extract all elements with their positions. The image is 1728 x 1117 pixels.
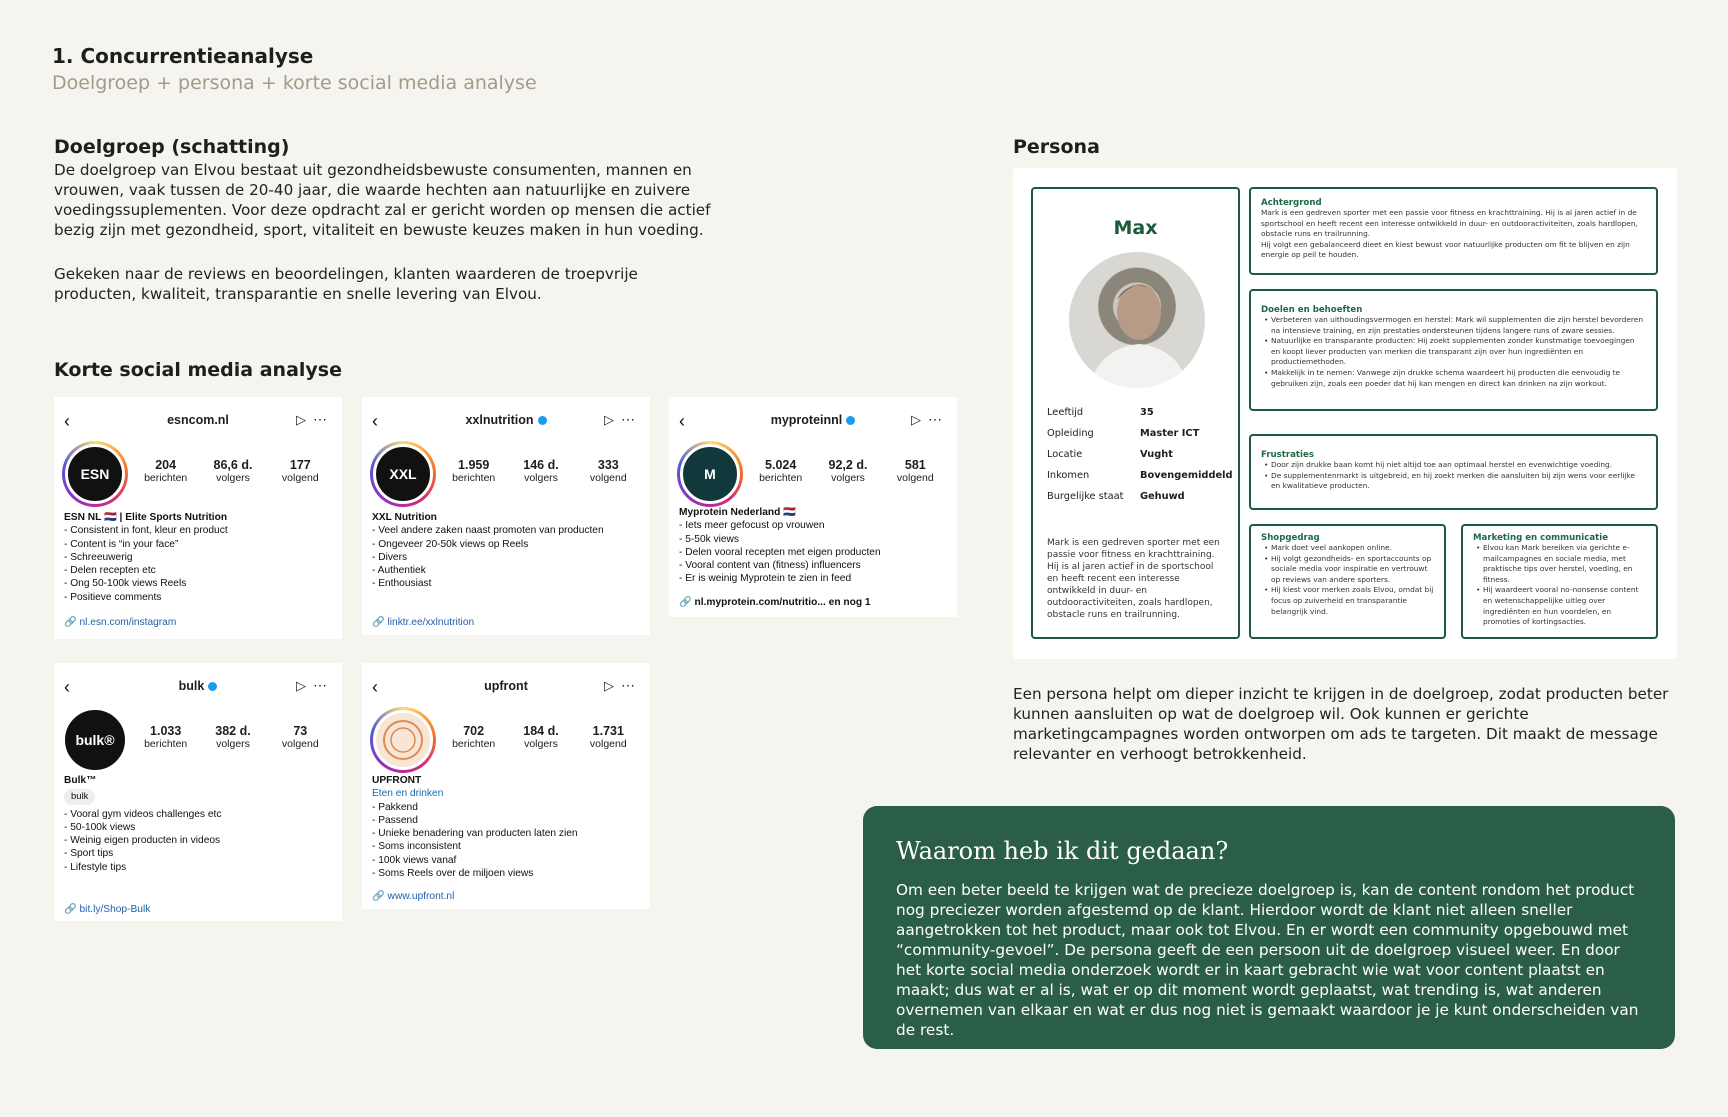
followers-count[interactable] bbox=[814, 459, 881, 485]
brand-logo: XXL bbox=[373, 444, 433, 504]
fact-value: 35 bbox=[1140, 407, 1154, 418]
page-subtitle: Doelgroep + persona + korte social media analyse bbox=[52, 72, 537, 94]
frustraties-box bbox=[1249, 434, 1658, 510]
username-text: myproteinnl bbox=[770, 413, 843, 427]
bio-line: - Vooral gym videos challenges etc bbox=[64, 808, 222, 820]
profile-bio bbox=[64, 511, 334, 604]
fact-label: Burgelijke staat bbox=[1047, 491, 1124, 502]
following-label: volgend bbox=[589, 472, 627, 484]
bio-line: - Iets meer gefocust op vrouwen bbox=[679, 520, 825, 532]
bio-line: - Divers bbox=[372, 551, 408, 563]
bio-line: - Ong 50-100k views Reels bbox=[64, 578, 187, 590]
waarom-box bbox=[863, 806, 1675, 1049]
shopgedrag-item: • Mark doet veel aankopen online. bbox=[1261, 543, 1434, 554]
posts-label: berichten bbox=[759, 472, 803, 484]
persona-name: Max bbox=[1113, 217, 1158, 239]
profile-avatar[interactable] bbox=[62, 441, 128, 507]
followers-value: 146 d. bbox=[523, 458, 559, 472]
fact-label: Locatie bbox=[1047, 449, 1083, 460]
more-options-icon[interactable]: ⋯ bbox=[313, 677, 328, 693]
followers-label: volgers bbox=[524, 738, 558, 750]
profile-name: Myprotein Nederland 🇳🇱 bbox=[679, 507, 796, 518]
profile-name: Bulk™ bbox=[64, 775, 97, 786]
following-label: volgend bbox=[281, 738, 319, 750]
bio-line: - Lifestyle tips bbox=[64, 861, 127, 873]
followers-count[interactable] bbox=[199, 725, 266, 751]
bio-line: - Soms Reels over de miljoen views bbox=[372, 868, 534, 880]
fact-label: Inkomen bbox=[1047, 470, 1090, 481]
doelgroep-paragraph-1: De doelgroep van Elvou bestaat uit gezondheidsbewuste consumenten, mannen en vrouwen, vaak tussen de 20-40 jaar, die waarde hechten aan natuurlijke en zuivere voedingssuplementen. Voor deze opdracht zal er gericht worden op mensen die actief bezig zijn met gezondheid, sport, vitaliteit en bewuste keuzes maken in hun voeding. bbox=[54, 161, 711, 239]
back-arrow-icon[interactable]: ‹ bbox=[64, 411, 70, 431]
posts-label: berichten bbox=[452, 472, 496, 484]
posts-count[interactable] bbox=[747, 459, 814, 485]
followers-label: volgers bbox=[216, 472, 250, 484]
persona-fact-row bbox=[1047, 491, 1185, 502]
doelen-title: Doelen en behoeften bbox=[1261, 305, 1363, 315]
doelen-box bbox=[1249, 289, 1658, 411]
back-arrow-icon[interactable]: ‹ bbox=[372, 411, 378, 431]
posts-value: 1.033 bbox=[150, 724, 182, 738]
username-text: xxlnutrition bbox=[465, 413, 534, 427]
profile-bio bbox=[679, 506, 949, 586]
instagram-profile-card bbox=[362, 397, 650, 635]
bio-line: - Delen recepten etc bbox=[64, 565, 156, 577]
persona-card bbox=[1013, 168, 1677, 659]
posts-count[interactable] bbox=[440, 725, 507, 751]
profile-bio bbox=[372, 511, 642, 591]
bio-line: - 50-100k views bbox=[64, 821, 136, 833]
waarom-text: Om een beter beeld te krijgen wat de precieze doelgroep is, kan de content rondom het product nog preciezer worden afgestemd op de klant. Hierdoor wordt de klant niet alleen sneller aangetrokken tot het product, maar ook tot Elvou. En er wordt een community opgebouwd met “community-gevoel”. De persona geeft de een persoon uit de doelgroep visueel weer. En door het korte social media onderzoek wordt er in kaart gebracht wie wat voor content plaatst en maakt; dus wat er al is, wat er op dit moment wordt geplaatst, wat trending is, wat anderen overnemen van elkaar en wat er dus nog niet is gemaakt waardoor je je kunt onderscheiden van de rest. bbox=[896, 881, 1639, 1039]
bio-line: - Soms inconsistent bbox=[372, 841, 461, 853]
person-icon bbox=[1069, 252, 1205, 388]
shopgedrag-item: • Hij volgt gezondheids- en sportaccounts op sociale media voor inspiratie en vertrouwt op reviews van andere sporters. bbox=[1261, 554, 1434, 586]
bio-line: - Content is “in your face” bbox=[64, 538, 179, 550]
bio-line: - Delen vooral recepten met eigen producten bbox=[679, 546, 881, 558]
profile-avatar[interactable] bbox=[62, 707, 128, 773]
instagram-profile-card bbox=[54, 397, 342, 639]
bio-line: - Sport tips bbox=[64, 848, 114, 860]
followers-value: 382 d. bbox=[215, 724, 251, 738]
username-text: esncom.nl bbox=[167, 413, 229, 427]
share-icon[interactable]: ▷ bbox=[604, 412, 614, 427]
back-arrow-icon[interactable]: ‹ bbox=[372, 677, 378, 697]
link-text: bit.ly/Shop-Bulk bbox=[79, 904, 151, 915]
brand-logo: bulk® bbox=[62, 707, 128, 773]
persona-photo bbox=[1069, 252, 1205, 388]
frustraties-item: • De supplementenmarkt is uitgebreid, en hij zoekt merken die aansluiten bij zijn wens voor eerlijke en kwalitatieve producten. bbox=[1261, 471, 1646, 492]
shopgedrag-box bbox=[1249, 524, 1446, 639]
profile-name: UPFRONT bbox=[372, 775, 422, 786]
doelen-item: • Natuurlijke en transparante producten: Hij zoekt supplementen zonder kunstmatige toevoegingen en koopt liever producten van merken die transparant zijn over hun ingrediënten en productiemethoden. bbox=[1261, 336, 1646, 368]
link-text: nl.myprotein.com/nutritio... en nog 1 bbox=[694, 597, 871, 608]
more-options-icon[interactable]: ⋯ bbox=[621, 411, 636, 427]
bio-line: - Consistent in font, kleur en product bbox=[64, 525, 228, 537]
followers-value: 184 d. bbox=[523, 724, 559, 738]
profile-avatar[interactable] bbox=[370, 441, 436, 507]
bio-line: - Unieke benadering van producten laten zien bbox=[372, 828, 578, 840]
posts-count[interactable] bbox=[132, 459, 199, 485]
instagram-profile-card bbox=[54, 663, 342, 921]
profile-category: Eten en drinken bbox=[372, 788, 444, 800]
persona-caption: Een persona helpt om dieper inzicht te krijgen in de doelgroep, zodat producten beter kunnen aansluiten op wat de doelgroep wil. Ook kunnen er gerichte marketingcampagnes worden ontworpen om ads te targeten. Dit maakt de message relevanter en verhoogt betrokkenheid. bbox=[1013, 685, 1669, 763]
posts-label: berichten bbox=[144, 738, 188, 750]
page-title: 1. Concurrentieanalyse bbox=[52, 44, 314, 68]
link-icon: 🔗 bbox=[64, 904, 80, 915]
link-icon: 🔗 bbox=[372, 617, 388, 628]
frustraties-title: Frustraties bbox=[1261, 450, 1314, 460]
followers-count[interactable] bbox=[507, 459, 574, 485]
persona-fact-row bbox=[1047, 407, 1154, 418]
doelen-item: • Verbeteren van uithoudingsvermogen en herstel: Mark wil supplementen die zijn herstel bevorderen na intensieve training, en zijn prestaties ondersteunen tijdens langere runs of zware sessies. bbox=[1261, 315, 1646, 336]
following-count[interactable] bbox=[267, 725, 334, 751]
instagram-profile-card bbox=[362, 663, 650, 909]
profile-name: XXL Nutrition bbox=[372, 512, 437, 523]
bio-line: - Pakkend bbox=[372, 801, 418, 813]
following-label: volgend bbox=[896, 472, 934, 484]
followers-value: 92,2 d. bbox=[828, 458, 868, 472]
doelgroep-title: Doelgroep (schatting) bbox=[54, 136, 290, 158]
bio-line: - Passend bbox=[372, 814, 418, 826]
bio-line: - Er is weinig Myprotein te zien in feed bbox=[679, 573, 852, 585]
profile-name: ESN NL 🇳🇱 | Elite Sports Nutrition bbox=[64, 512, 228, 523]
persona-fact-row bbox=[1047, 449, 1173, 460]
verified-badge-icon bbox=[208, 682, 217, 691]
more-options-icon[interactable]: ⋯ bbox=[313, 411, 328, 427]
fact-value: Master ICT bbox=[1140, 428, 1200, 439]
bio-line: - 5-50k views bbox=[679, 533, 740, 545]
bio-line: - Schreeuwerig bbox=[64, 551, 133, 563]
following-value: 177 bbox=[289, 458, 311, 472]
profile-link[interactable] bbox=[679, 597, 871, 608]
posts-label: berichten bbox=[452, 738, 496, 750]
link-icon: 🔗 bbox=[64, 617, 80, 628]
followers-count[interactable] bbox=[507, 725, 574, 751]
fact-value: Vught bbox=[1140, 449, 1173, 460]
social-title: Korte social media analyse bbox=[54, 359, 342, 381]
followers-count[interactable] bbox=[199, 459, 266, 485]
doelgroep-paragraph-2: Gekeken naar de reviews en beoordelingen, klanten waarderen de troepvrije producten, kwaliteit, transparantie en snelle levering van Elvou. bbox=[54, 265, 638, 303]
fact-value: Gehuwd bbox=[1140, 491, 1185, 502]
marketing-item: • Hij waardeert vooral no-nonsense content en wetenschappelijke uitleg over ingrediënten en hun voordelen, en promoties of kortingsacties. bbox=[1473, 585, 1646, 627]
following-count[interactable] bbox=[575, 725, 642, 751]
persona-summary: Mark is een gedreven sporter met een passie voor fitness en krachttraining. Hij is al jaren actief in de sportschool en heeft recent een interesse ontwikkeld in duur- en outdooractiviteiten, zoals hardlopen, obstacle runs en trailrunning. bbox=[1047, 538, 1220, 620]
profile-link[interactable] bbox=[64, 904, 150, 915]
profile-avatar[interactable] bbox=[370, 707, 436, 773]
bio-line: - Vooral content van (fitness) influencers bbox=[679, 560, 861, 572]
bio-line: - Veel andere zaken naast promoten van producten bbox=[372, 525, 604, 537]
achtergrond-box bbox=[1249, 187, 1658, 275]
marketing-title: Marketing en communicatie bbox=[1473, 533, 1609, 543]
link-text: www.upfront.nl bbox=[387, 891, 455, 902]
persona-title: Persona bbox=[1013, 136, 1100, 158]
instagram-profile-card bbox=[669, 397, 957, 617]
back-arrow-icon[interactable]: ‹ bbox=[679, 411, 685, 431]
frustraties-item: • Door zijn drukke baan komt hij niet altijd toe aan optimaal herstel en evenwichtige voeding. bbox=[1261, 460, 1646, 471]
bio-line: - Weinig eigen producten in videos bbox=[64, 835, 221, 847]
more-options-icon[interactable]: ⋯ bbox=[928, 411, 943, 427]
followers-label: volgers bbox=[524, 472, 558, 484]
brand-logo: ESN bbox=[65, 444, 125, 504]
posts-value: 702 bbox=[463, 724, 485, 738]
fact-label: Leeftijd bbox=[1047, 407, 1084, 418]
username-text: bulk bbox=[178, 679, 205, 693]
shopgedrag-item: • Hij kiest voor merken zoals Elvou, omdat bij focus op zuiverheid en transparantie belangrijk vind. bbox=[1261, 585, 1434, 617]
link-icon: 🔗 bbox=[679, 597, 695, 608]
upfront-logo-icon bbox=[373, 710, 433, 770]
posts-value: 5.024 bbox=[765, 458, 797, 472]
following-value: 73 bbox=[293, 724, 308, 738]
brand-logo: M bbox=[680, 444, 740, 504]
profile-avatar[interactable] bbox=[677, 441, 743, 507]
fact-value: Bovengemiddeld bbox=[1140, 470, 1233, 481]
posts-count[interactable] bbox=[132, 725, 199, 751]
bio-line: - Authentiek bbox=[372, 565, 426, 577]
following-label: volgend bbox=[589, 738, 627, 750]
posts-count[interactable] bbox=[440, 459, 507, 485]
doelen-item: • Makkelijk in te nemen: Vanwege zijn drukke schema waardeert hij producten die eenvoudig te gebruiken zijn, zoals een poeder dat hij kan mengen en direct kan drinken na zijn workout. bbox=[1261, 368, 1646, 389]
share-icon[interactable]: ▷ bbox=[296, 412, 306, 427]
link-text: nl.esn.com/instagram bbox=[79, 617, 177, 628]
profile-link[interactable] bbox=[372, 617, 474, 628]
waarom-title: Waarom heb ik dit gedaan? bbox=[896, 837, 1229, 865]
persona-fact-row bbox=[1047, 428, 1199, 439]
verified-badge-icon bbox=[538, 416, 547, 425]
share-icon[interactable]: ▷ bbox=[911, 412, 921, 427]
marketing-box bbox=[1461, 524, 1658, 639]
followers-label: volgers bbox=[831, 472, 865, 484]
achtergrond-text-2: Hij volgt een gebalanceerd dieet en kiest bewust voor natuurlijke producten om fit te blijven en zijn energie op peil te houden. bbox=[1261, 239, 1630, 260]
link-text: linktr.ee/xxlnutrition bbox=[387, 617, 475, 628]
verified-badge-icon bbox=[846, 416, 855, 425]
posts-value: 204 bbox=[155, 458, 177, 472]
fact-label: Opleiding bbox=[1047, 428, 1094, 439]
threads-chip[interactable]: bulk bbox=[64, 789, 95, 804]
profile-bio bbox=[372, 774, 642, 880]
achtergrond-text: Mark is een gedreven sporter met een passie voor fitness en krachttraining. Hij is al jaren actief in de sportschool en heeft recent een interesse ontwikkeld in duur- en outdooractiviteiten, zoals hardlopen, obstacle runs en trailrunning. bbox=[1261, 208, 1638, 239]
persona-fact-row bbox=[1047, 470, 1232, 481]
following-count[interactable] bbox=[575, 459, 642, 485]
posts-value: 1.959 bbox=[458, 458, 490, 472]
following-count[interactable] bbox=[267, 459, 334, 485]
following-value: 581 bbox=[904, 458, 926, 472]
shopgedrag-title: Shopgedrag bbox=[1261, 533, 1320, 543]
following-count[interactable] bbox=[882, 459, 949, 485]
bio-line: - Positieve comments bbox=[64, 591, 162, 603]
followers-value: 86,6 d. bbox=[213, 458, 253, 472]
back-arrow-icon[interactable]: ‹ bbox=[64, 677, 70, 697]
achtergrond-title: Achtergrond bbox=[1261, 198, 1322, 208]
link-icon: 🔗 bbox=[372, 891, 388, 902]
following-label: volgend bbox=[281, 472, 319, 484]
following-value: 333 bbox=[597, 458, 619, 472]
followers-label: volgers bbox=[216, 738, 250, 750]
share-icon[interactable]: ▷ bbox=[296, 678, 306, 693]
persona-profile bbox=[1031, 187, 1240, 639]
profile-link[interactable] bbox=[372, 891, 454, 902]
username-text: upfront bbox=[484, 679, 528, 693]
bio-line: - Enthousiast bbox=[372, 578, 432, 590]
marketing-item: • Elvou kan Mark bereiken via gerichte e-mailcampagnes en sociale media, met praktische tips over herstel, voeding, en fitness. bbox=[1473, 543, 1646, 585]
profile-link[interactable] bbox=[64, 617, 176, 628]
share-icon[interactable]: ▷ bbox=[604, 678, 614, 693]
bio-line: - 100k views vanaf bbox=[372, 854, 457, 866]
following-value: 1.731 bbox=[592, 724, 624, 738]
bio-line: - Ongeveer 20-50k views op Reels bbox=[372, 538, 529, 550]
more-options-icon[interactable]: ⋯ bbox=[621, 677, 636, 693]
posts-label: berichten bbox=[144, 472, 188, 484]
profile-bio bbox=[64, 774, 334, 874]
